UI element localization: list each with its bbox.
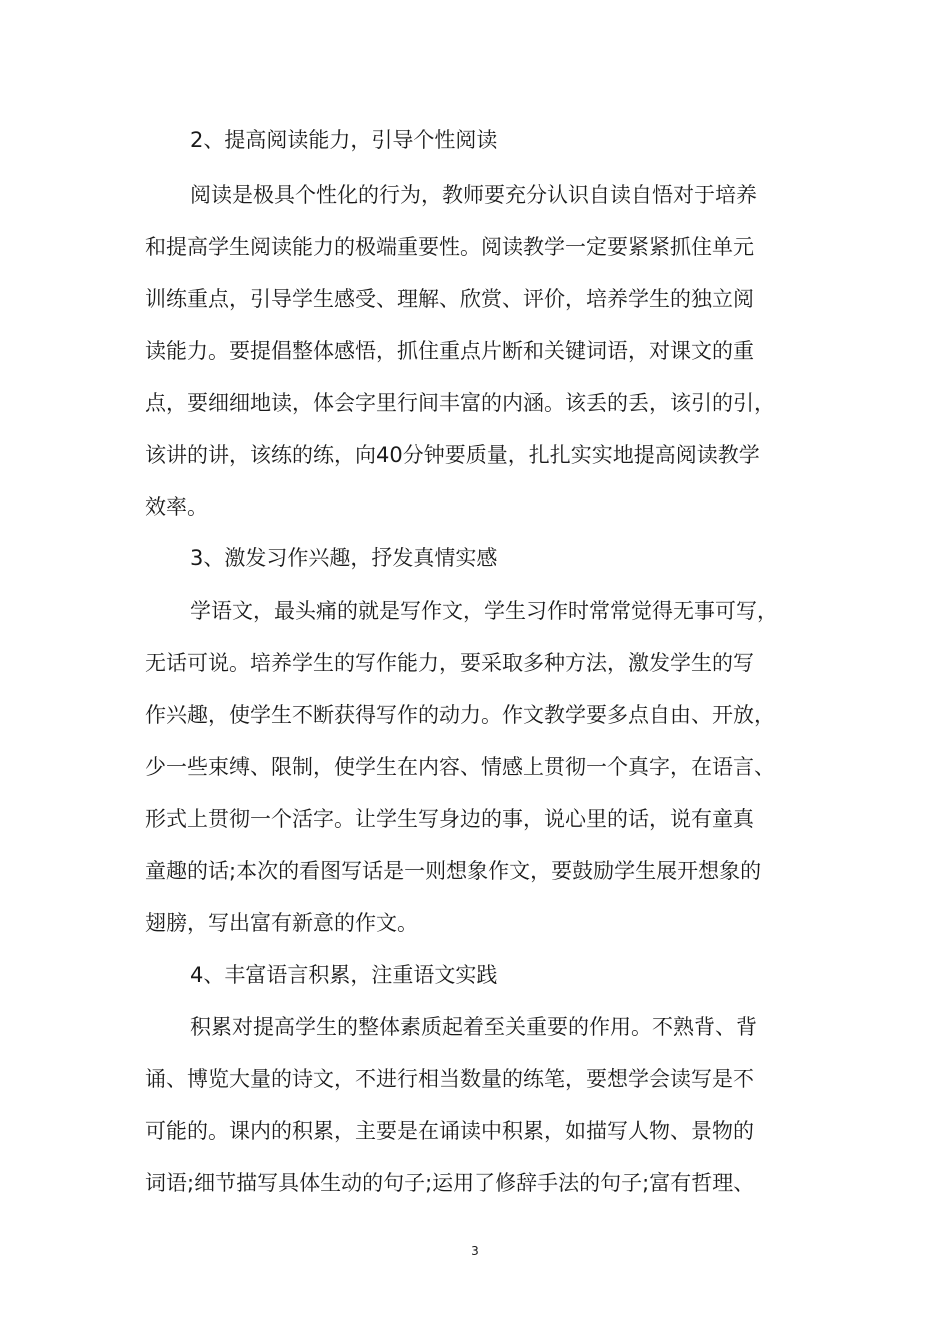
- paragraph-line: 诵、博览大量的诗文，不进行相当数量的练笔，要想学会读写是不: [145, 1067, 754, 1091]
- section-heading: 2、提高阅读能力，引导个性阅读: [190, 128, 498, 152]
- paragraph-line: 和提高学生阅读能力的极端重要性。阅读教学一定要紧紧抓住单元: [145, 235, 754, 259]
- paragraph-line: 词语;细节描写具体生动的句子;运用了修辞手法的句子;富有哲理、: [145, 1171, 755, 1195]
- section-heading: 4、丰富语言积累，注重语文实践: [190, 963, 498, 987]
- paragraph-line: 训练重点，引导学生感受、理解、欣赏、评价，培养学生的独立阅: [145, 287, 754, 311]
- paragraph-line: 该讲的讲，该练的练，向40分钟要质量，扎扎实实地提高阅读教学: [145, 443, 760, 467]
- paragraph-line: 读能力。要提倡整体感悟，抓住重点片断和关键词语，对课文的重: [145, 339, 754, 363]
- paragraph-line: 积累对提高学生的整体素质起着至关重要的作用。不熟背、背: [190, 1015, 757, 1039]
- paragraph-line: 翅膀，写出富有新意的作文。: [145, 911, 418, 935]
- paragraph-line: 学语文，最头痛的就是写作文，学生习作时常常觉得无事可写，: [190, 599, 778, 623]
- paragraph-line: 童趣的话;本次的看图写话是一则想象作文，要鼓励学生展开想象的: [145, 859, 762, 883]
- section-heading: 3、激发习作兴趣，抒发真情实感: [190, 546, 498, 570]
- paragraph-line: 点，要细细地读，体会字里行间丰富的内涵。该丢的丢，该引的引，: [145, 391, 775, 415]
- paragraph-line: 可能的。课内的积累，主要是在诵读中积累，如描写人物、景物的: [145, 1119, 754, 1143]
- paragraph-line: 形式上贯彻一个活字。让学生写身边的事，说心里的话，说有童真: [145, 807, 754, 831]
- paragraph-line: 少一些束缚、限制，使学生在内容、情感上贯彻一个真字，在语言、: [145, 755, 775, 779]
- paragraph-line: 作兴趣，使学生不断获得写作的动力。作文教学要多点自由、开放，: [145, 703, 775, 727]
- paragraph-line: 阅读是极具个性化的行为，教师要充分认识自读自悟对于培养: [190, 183, 757, 207]
- paragraph-line: 无话可说。培养学生的写作能力，要采取多种方法，激发学生的写: [145, 651, 754, 675]
- page-number: 3: [471, 1244, 479, 1258]
- paragraph-line: 效率。: [145, 495, 208, 519]
